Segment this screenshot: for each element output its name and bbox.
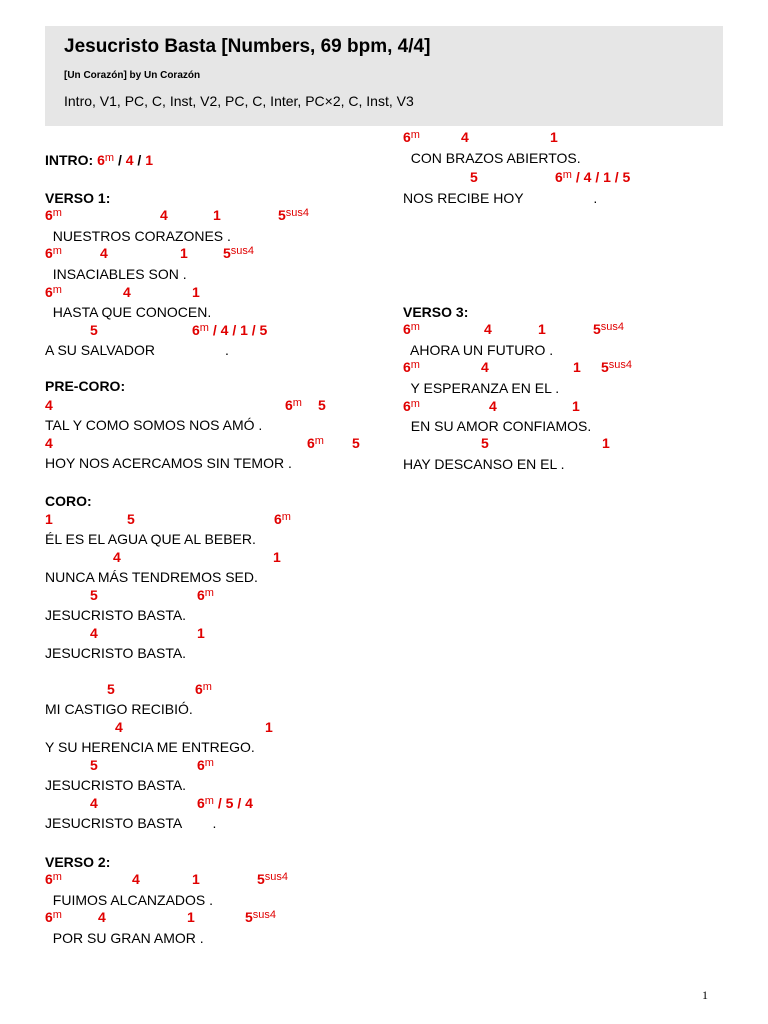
chord-5sus4: $5^{sus4}$ — [223, 245, 255, 261]
chord-6m-5-4: 6$^m$ / 5 / 4 — [197, 795, 253, 811]
song-header — [45, 26, 723, 126]
chord-6m-4-1-5: 6$^m$ / 4 / 1 / 5 — [192, 322, 268, 338]
chord-6m: 6$^m$ — [285, 397, 302, 413]
chord-line — [45, 323, 385, 337]
lyric-line: CON BRAZOS ABIERTOS. — [403, 150, 581, 166]
chord-1: 1 — [572, 398, 580, 414]
chord-line — [45, 682, 385, 696]
chord-4: 4 — [484, 321, 492, 337]
chord-4: 4 — [45, 435, 53, 451]
chord-5sus4: $5^{sus4}$ — [593, 321, 625, 337]
chord-line — [403, 399, 743, 413]
chord-4: 4 — [160, 207, 168, 223]
chord-6m-4-1-5: 6$^m$ / 4 / 1 / 5 — [555, 169, 631, 185]
chord-6m: 6$^m$ — [274, 511, 291, 527]
chord-line — [45, 910, 385, 924]
chord-5sus4: $5^{sus4}$ — [601, 359, 633, 375]
chord-1: 1 — [573, 359, 581, 375]
chord-4: 4 — [481, 359, 489, 375]
chord-5: 5 — [127, 511, 135, 527]
chord-6m: 6$^m$ — [45, 871, 62, 887]
chord-6m: 6$^m$ — [97, 152, 115, 168]
chord-separator: / — [133, 152, 146, 168]
lyric-line: AHORA UN FUTURO . — [403, 342, 554, 358]
chord-6m: 6$^m$ — [197, 587, 214, 603]
lyric-line: HAY DESCANSO EN EL . — [403, 456, 565, 472]
chord-1: 1 — [192, 284, 200, 300]
chord-6m: 6$^m$ — [403, 129, 420, 145]
chord-5sus4: $5^{sus4}$ — [278, 207, 310, 223]
chord-1: 1 — [187, 909, 195, 925]
chord-line — [45, 588, 385, 602]
chord-5: 5 — [90, 322, 98, 338]
chord-line — [45, 758, 385, 772]
chord-4: 4 — [123, 284, 131, 300]
chord-6m: 6$^m$ — [403, 321, 420, 337]
lyric-line: TAL Y COMO SOMOS NOS AMÓ . — [45, 417, 263, 433]
chord-line — [45, 246, 385, 260]
chord-separator: / — [114, 152, 126, 168]
chord-4: 4 — [115, 719, 123, 735]
chord-line — [45, 796, 385, 810]
chord-6m: 6$^m$ — [403, 359, 420, 375]
lyric-line: FUIMOS ALCANZADOS . — [45, 892, 214, 908]
chord-line — [403, 360, 743, 374]
chord-4: 4 — [489, 398, 497, 414]
chord-6m: 6$^m$ — [45, 909, 62, 925]
chord-6m: 6$^m$ — [307, 435, 324, 451]
section-label: VERSO 2: — [45, 854, 111, 870]
lyric-line: JESUCRISTO BASTA. — [45, 607, 187, 623]
chord-5sus4: $5^{sus4}$ — [257, 871, 289, 887]
lyric-line: NUNCA MÁS TENDREMOS SED. — [45, 569, 258, 585]
section-label: PRE-CORO: — [45, 378, 126, 394]
chord-5sus4: $5^{sus4}$ — [245, 909, 277, 925]
lyric-line: MI CASTIGO RECIBIÓ. — [45, 701, 193, 717]
lyric-line: POR SU GRAN AMOR . — [45, 930, 204, 946]
page-number: 1 — [702, 988, 708, 1002]
chord-4: 4 — [90, 795, 98, 811]
chord-1: 1 — [265, 719, 273, 735]
chord-4: 4 — [132, 871, 140, 887]
chord-6m: 6$^m$ — [197, 757, 214, 773]
lyric-line: A SU SALVADOR . — [45, 342, 229, 358]
chord-4: 4 — [98, 909, 106, 925]
section-label: VERSO 3: — [403, 304, 469, 320]
chord-1: 1 — [197, 625, 205, 641]
lyric-line: HASTA QUE CONOCEN. — [45, 304, 212, 320]
chord-line — [403, 436, 743, 450]
song-title: Jesucristo Basta [Numbers, 69 bpm, 4/4] — [64, 36, 431, 57]
chord-line — [45, 720, 385, 734]
chord-line — [403, 170, 743, 184]
chord-line — [45, 436, 385, 450]
lyric-line: INSACIABLES SON . — [45, 266, 187, 282]
lyric-line: Y SU HERENCIA ME ENTREGO. — [45, 739, 255, 755]
chord-6m: 6$^m$ — [45, 207, 62, 223]
lyric-line: JESUCRISTO BASTA. — [45, 645, 187, 661]
chord-4: 4 — [90, 625, 98, 641]
intro-line — [45, 152, 153, 168]
chord-5: 5 — [470, 169, 478, 185]
chord-1: 1 — [538, 321, 546, 337]
lyric-line: EN SU AMOR CONFIAMOS. — [403, 418, 592, 434]
chord-6m: 6$^m$ — [45, 284, 62, 300]
chord-5: 5 — [352, 435, 360, 451]
chord-1: 1 — [180, 245, 188, 261]
chord-5: 5 — [318, 397, 326, 413]
chord-6m: 6$^m$ — [195, 681, 212, 697]
chord-line — [45, 872, 385, 886]
song-subtitle: [Un Corazón] by Un Corazón — [64, 70, 201, 81]
chord-6m: 6$^m$ — [45, 245, 62, 261]
lyric-line: NOS RECIBE HOY . — [403, 190, 598, 206]
song-structure: Intro, V1, PC, C, Inst, V2, PC, C, Inter, PC×2, C, Inst, V3 — [64, 93, 414, 109]
chord-line — [45, 626, 385, 640]
chord-line — [45, 208, 385, 222]
chord-6m: 6$^m$ — [403, 398, 420, 414]
chord-1: 1 — [602, 435, 610, 451]
chord-line — [45, 285, 385, 299]
chord-4: 4 — [45, 397, 53, 413]
chord-4: 4 — [125, 152, 134, 168]
chord-1: 1 — [550, 129, 558, 145]
chord-5: 5 — [90, 757, 98, 773]
lyric-line: JESUCRISTO BASTA . — [45, 815, 217, 831]
chord-1: 1 — [192, 871, 200, 887]
chord-5: 5 — [481, 435, 489, 451]
lyric-line: Y ESPERANZA EN EL . — [403, 380, 560, 396]
chord-line — [403, 322, 743, 336]
lyric-line: NUESTROS CORAZONES . — [45, 228, 231, 244]
chord-5: 5 — [107, 681, 115, 697]
section-label: INTRO: — [45, 152, 98, 168]
section-label: VERSO 1: — [45, 190, 111, 206]
lyric-line: JESUCRISTO BASTA. — [45, 777, 187, 793]
chord-4: 4 — [113, 549, 121, 565]
chord-1: 1 — [45, 511, 53, 527]
chord-4: 4 — [461, 129, 469, 145]
section-label: CORO: — [45, 493, 92, 509]
chord-line — [45, 512, 385, 526]
chord-5: 5 — [90, 587, 98, 603]
lyric-line: HOY NOS ACERCAMOS SIN TEMOR . — [45, 455, 292, 471]
chord-4: 4 — [100, 245, 108, 261]
chord-1: 1 — [273, 549, 281, 565]
chord-1: 1 — [213, 207, 221, 223]
chord-line — [403, 130, 743, 144]
chord-1: 1 — [145, 152, 154, 168]
lyric-line: ÉL ES EL AGUA QUE AL BEBER. — [45, 531, 256, 547]
chord-line — [45, 550, 385, 564]
chord-line — [45, 398, 385, 412]
